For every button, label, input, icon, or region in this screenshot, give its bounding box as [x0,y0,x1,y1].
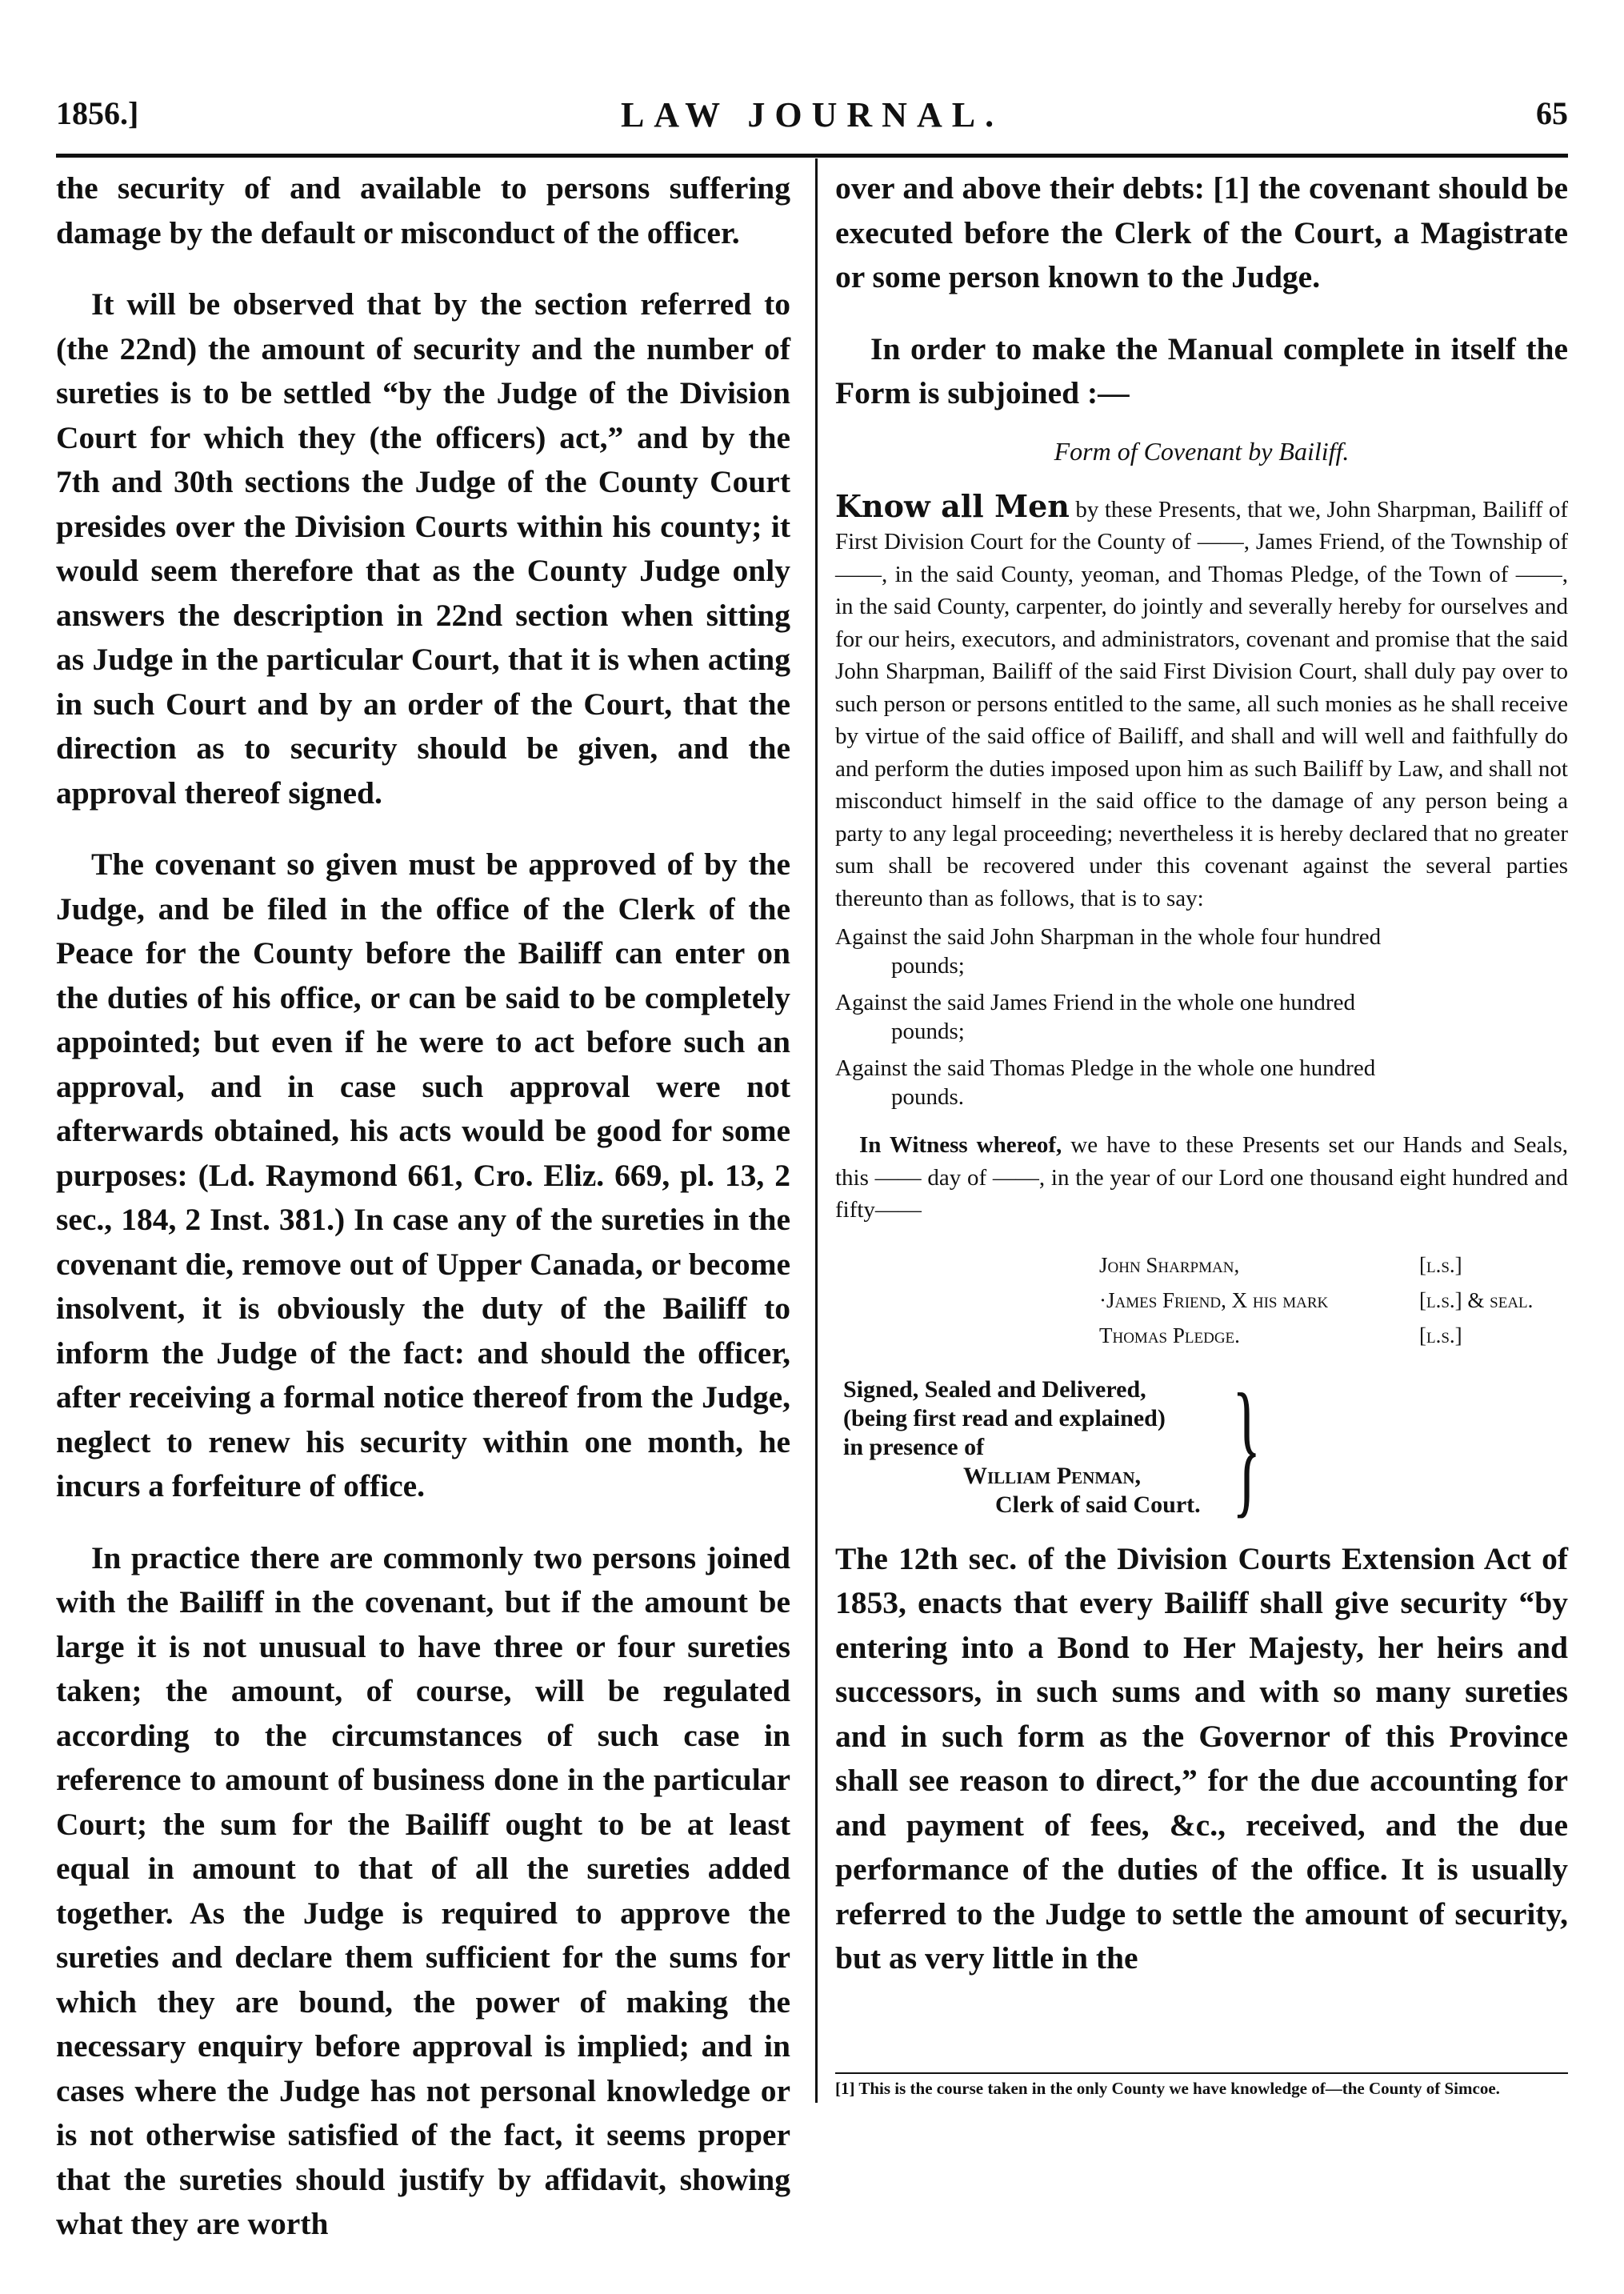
attestation-block [843,1363,1568,1531]
journal-title: LAW JOURNAL. [620,95,1004,134]
against-list [835,923,1568,1111]
right-paragraph-1: over and above their debts: [1] the covenant should be executed before the Clerk of the Court, a Magistrate or some person known to the Judge. [835,170,1568,294]
signature-row: ·James Friend, X his mark [l.s.] & seal. [1099,1287,1534,1312]
right-paragraph-2: In order to make the Manual complete in itself the Form is subjoined :— [835,330,1568,410]
attesting-witness: William Penman, [963,1462,1141,1489]
form-opening: Know all Men [835,487,1070,524]
against-item-pledge: Against the said Thomas Pledge in the whole one hundred pounds. [835,1055,1376,1110]
against-item-friend: Against the said James Friend in the whole one hundred pounds; [835,990,1355,1044]
witness-body: we have to these Presents set our Hands and Seals, this —— day of ——, in the year of our Lord one thousand eight hundred and fifty—— [835,1132,1569,1223]
page-header [56,94,1568,150]
form-title: Form of Covenant by Bailiff. [1054,436,1350,466]
attestation-text: Signed, Sealed and Delivered, (being first read and explained) in presence of William Penman, Clerk of said Court. [843,1375,1227,1519]
header-year: 1856.] [56,95,139,131]
header-rule [56,154,1568,158]
column-divider [815,158,818,2103]
signature-row: Thomas Pledge. [l.s.] [1099,1323,1462,1347]
form-body-text: by these Presents, that we, John Sharpman, Bailiff of First Division Court for the County of ——, James Friend, of the Township of ——, in the said County, yeoman, and Thomas Pledge, of the Town of ——, in the said County, carpenter, do jointly and severally hereby for ourselves and for our heirs, executors, and administrators, covenant and promise that the said John Sharpman, Bailiff of the said First Division Court, shall duly pay over to such person or persons entitled to the same, all such monies as he shall receive by virtue of the said office of Bailiff, and shall and will well and faithfully do and perform the duties imposed upon him as such Bailiff by Law, and shall not misconduct himself in the said office to the damage of any person being a party to any legal proceeding; nevertheless it is hereby declared that no greater sum shall be recovered under this covenant against the several parties thereunto than as follows, that is to say: [835,496,1568,911]
against-item-sharpman: Against the said John Sharpman in the whole four hundred pounds; [835,924,1382,979]
right-paragraph-3: The 12th sec. of the Division Courts Extension Act of 1853, enacts that every Bailiff shall give security “by entering into a Bond to Her Majesty, her heirs and successors, in such sums and with so many sureties and in such form as the Governor of this Province shall see reason to direct,” for the due accounting for and payment of fees, &c., received, and the due performance of the duties of the office. It is usually referred to the Judge to settle the amount of security, but as very little in the [835,1540,1568,1976]
right-column [835,166,1568,1981]
left-paragraph-4: In practice there are commonly two persons joined with the Bailiff in the covenant, but if the amount be large it is not unusual to have three or four sureties taken; the amount, of course, will be regulated according to the circumstances of such case in reference to amount of business done in the particular Court; the sum for the Bailiff ought to be at least equal in amount to that of all the sureties added together. As the Judge is required to approve the sureties and declare them sufficient for the sums for which they are bound, the power of making the necessary enquiry before approval is implied; and in cases where the Judge has not personal knowledge or is not otherwise satisfied of the fact, it seems proper that the sureties should justify by affidavit, showing what they are worth [56,1539,790,2241]
left-column [56,166,790,2247]
signature-row: John Sharpman, [l.s.] [1099,1252,1462,1277]
left-paragraph-2: It will be observed that by the section referred to (the 22nd) the amount of security and the number of sureties is to be settled “by the Judge of the Division Court for which they (the officers) act,” and by the 7th and 30th sections the Judge of the County Court presides over the Division Courts within his county; it would seem therefore that as the County Judge only answers the description in 22nd section when sitting as Judge in the particular Court, that it is when acting in such Court and by an order of the Court, that the direction as to security should be given, and the approval thereof signed. [56,286,790,811]
witness-clause [835,1129,1568,1227]
left-paragraph-1: the security of and available to persons suffering damage by the default or misconduct of the officer. [56,170,790,250]
covenant-form-body [835,487,1568,915]
page-number: 65 [1536,95,1568,131]
left-paragraph-3: The covenant so given must be approved of by the Judge, and be filed in the office of the Clerk of the Peace for the County before the Bailiff can enter on the duties of his office, or can be said to be completely appointed; but even if he were to act before such an approval, and in case such approval were not afterwards obtained, his acts would be good for some purposes: (Ld. Raymond 661, Cro. Eliz. 669, pl. 13, 2 sec., 184, 2 Inst. 381.) In case any of the sureties in the covenant die, remove out of Upper Canada, or become insolvent, it is obviously the duty of the Bailiff to inform the Judge of the fact: and should the officer, after receiving a formal notice thereof from the Judge, neglect to renew his security within one month, he incurs a forfeiture of office. [56,847,790,1503]
footnote-rule [835,2072,1568,2074]
attestation-brace: } [1232,1363,1262,1531]
footnote: [1] This is the course taken in the only County we have knowledge of—the County of Simcoe. [835,2079,1500,2098]
witness-opening: In Witness whereof, [859,1132,1062,1158]
signature-block [1099,1247,1568,1353]
